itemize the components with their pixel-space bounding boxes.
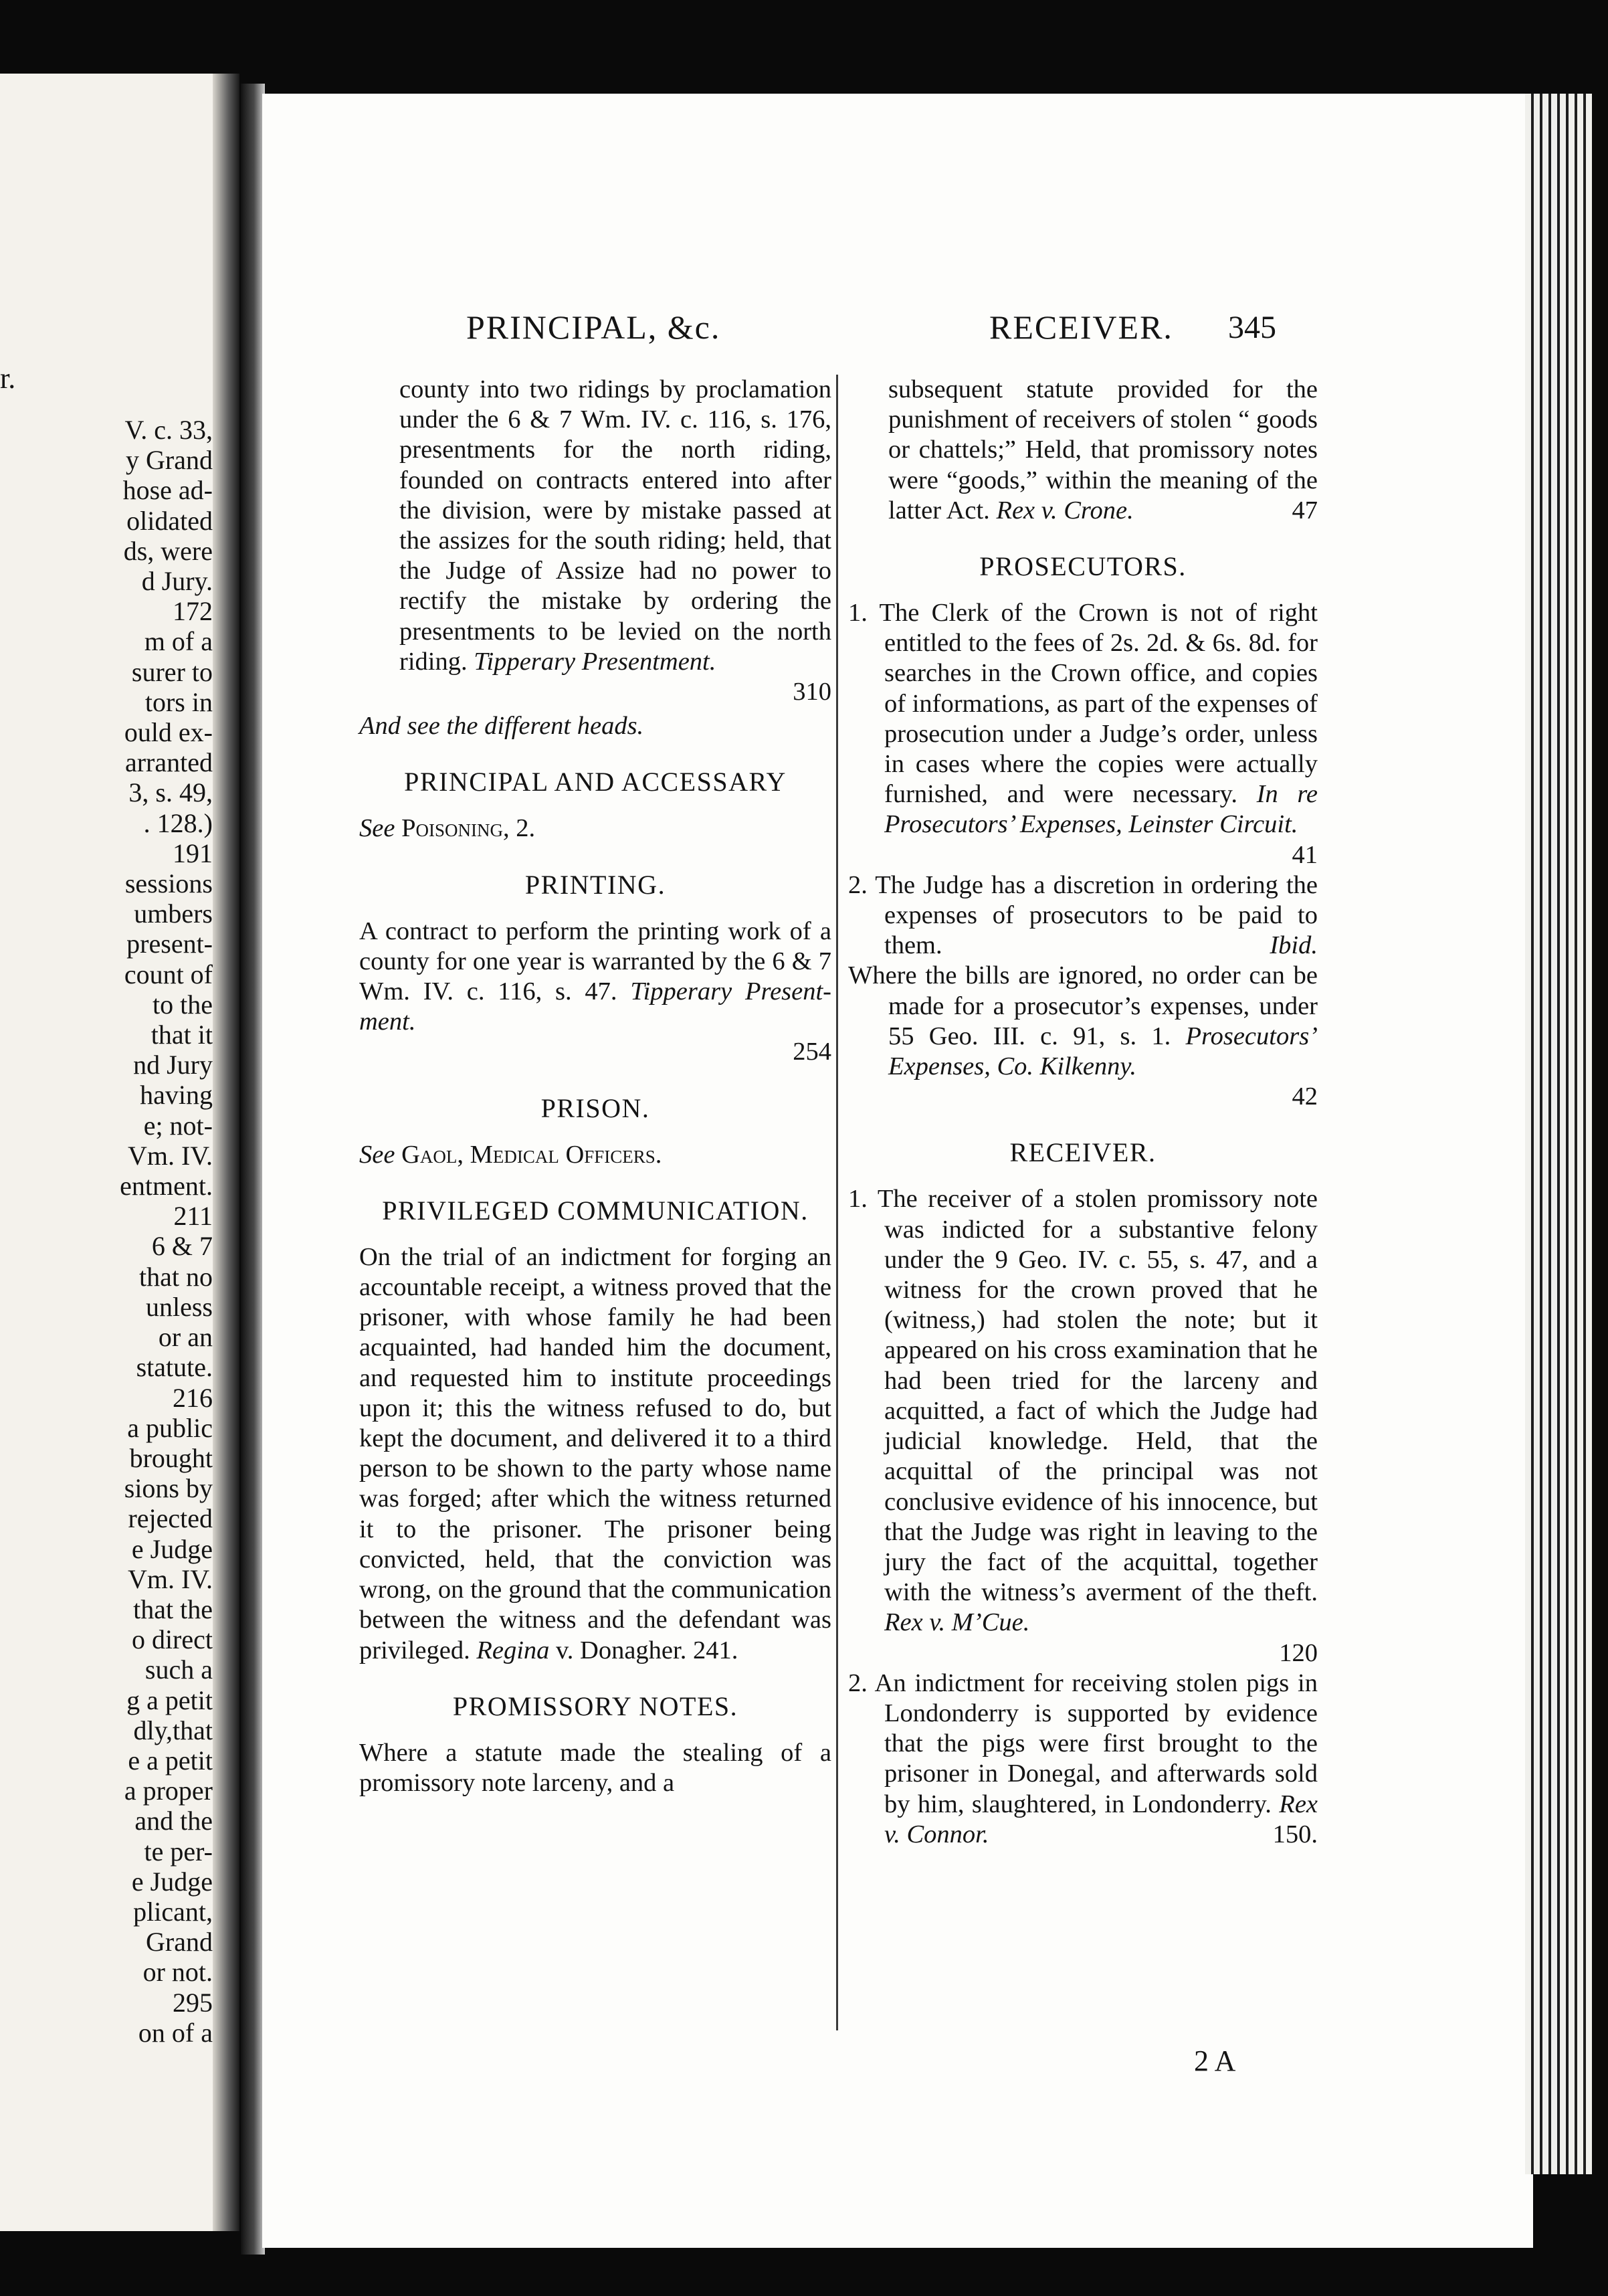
heading-prosecutors: PROSECUTORS. xyxy=(979,551,1187,582)
left-page-line: hose ad- xyxy=(122,475,213,506)
left-page-line: tors in xyxy=(144,686,213,717)
heading-principal-accessary: PRINCIPAL AND ACCESSARY xyxy=(404,767,787,797)
page-edge-shadow xyxy=(241,84,265,2255)
entry-promissory: Where a statute made the stealing of a promissory note larceny, and a xyxy=(359,1738,831,1797)
left-page-line: e Judge xyxy=(131,1866,213,1897)
left-page-line: nd Jury xyxy=(133,1050,213,1080)
running-head-left: PRINCIPAL, &c. xyxy=(466,308,721,346)
left-page-line: brought xyxy=(129,1442,213,1473)
column-left xyxy=(359,375,831,1798)
column-rule xyxy=(836,375,838,2030)
left-page-line: or an xyxy=(158,1322,213,1353)
page-ref: 310 xyxy=(793,678,831,706)
cross-ref: See Poisoning, 2. xyxy=(359,814,536,843)
entry-continued: county into two ridings by proclamation under the 6 & 7 Wm. IV. c. 116, s. 176, presentments for the north riding, founded on contracts entered into after the division, were by mistake passed at the assizes for the south riding; held, that the Judge of Assize had no power to rectify the mistake by ordering the presentments to be levied on the north riding. Tipperary Presentment. 310 xyxy=(359,375,831,707)
entry-printing: A contract to perform the printing work of a county for one year is warranted by the 6 & 7 Wm. IV. c. 116, s. 47. Tipperary Presentment. 254 xyxy=(359,917,831,1066)
entry-continued: subsequent statute provided for the punishment of receivers of stolen “ goods or chattels;” Held, that promissory notes were “goods,” within the meaning of the latter Act. Rex v. Crone. 47 xyxy=(888,375,1318,524)
left-page-line: d Jury. xyxy=(141,566,213,597)
left-page-line: e a petit xyxy=(128,1745,213,1776)
left-page-line: m of a xyxy=(144,626,213,657)
left-page-line: present- xyxy=(126,929,213,959)
left-page-line: a proper xyxy=(124,1776,213,1806)
entry-privileged: On the trial of an indictment for forging an accountable receipt, a witness proved that the prisoner, with whose family he had been acquainted, had handed him the document, and requested him to institute proceedings upon it; this the witness refused to do, but kept the document, and delivered it to a third person to be shown to the party whose name was forged; after which the witness returned it to the prisoner. The prisoner being convicted, held, that the conviction was wrong, on the ground that the communication between the witness and the defendant was privileged. Regina v. Donagher. 241. xyxy=(359,1242,831,1664)
left-page-line: 295 xyxy=(173,1987,213,2018)
left-page-fragment xyxy=(0,74,227,2231)
left-page-line: entment. xyxy=(120,1171,213,1202)
entry-prosecutors-1: 1. The Clerk of the Crown is not of right entitled to the fees of 2s. 2d. & 6s. 8d. for searches in the Crown office, and copies of informations, as part of the expenses of prosecution under a Judge’s order, unless in cases where the copies were actually furnished, and were necessary. In re Prosecutors’ Expenses, Leinster Circuit. 41 xyxy=(848,599,1318,869)
left-page-line: e; not- xyxy=(143,1110,213,1141)
left-page-line: having xyxy=(140,1080,213,1111)
left-page-line: olidated xyxy=(126,505,213,536)
left-page-line: Vm. IV. xyxy=(127,1140,213,1171)
left-page-line: arranted xyxy=(124,747,213,778)
left-page-line: umbers xyxy=(134,898,213,929)
left-page-line: that it xyxy=(150,1020,213,1050)
heading-prison: PRISON. xyxy=(540,1092,650,1123)
left-page-line: surer to xyxy=(131,656,213,687)
left-page-line: plicant, xyxy=(133,1896,213,1927)
left-page-line: sions by xyxy=(124,1473,213,1504)
left-page-line: that the xyxy=(133,1594,213,1624)
left-page-line: ds, were xyxy=(123,535,213,566)
case-name: Tipperary Presentment. xyxy=(474,647,716,676)
page-stack-edges xyxy=(1525,94,1592,2174)
entry-prosecutors-3: Where the bills are ignored, no order can be made for a prosecutor’s expenses, under 55 Geo. III. c. 91, s. 1. Prosecutors’ Expenses, Co. Kilkenny. 42 xyxy=(848,961,1318,1111)
left-page-line: 191 xyxy=(173,838,213,868)
left-page-line: unless xyxy=(146,1291,213,1322)
left-page-line: count of xyxy=(124,959,213,989)
left-page-line: 216 xyxy=(173,1382,213,1413)
left-page-line: 211 xyxy=(173,1201,213,1232)
left-page-top-char: r. xyxy=(0,362,16,395)
left-page-line: y Grand xyxy=(126,445,213,476)
book-gutter xyxy=(213,74,239,2231)
left-page-line: and the xyxy=(134,1806,213,1836)
left-page-line: or not. xyxy=(142,1957,213,1988)
running-head-right: RECEIVER. xyxy=(989,308,1173,346)
left-page-line: te per- xyxy=(144,1836,213,1867)
signature-mark: 2 A xyxy=(1194,2044,1236,2077)
cross-ref: See Gaol, Medical Officers. xyxy=(359,1140,662,1169)
left-page-line: . 128.) xyxy=(143,807,213,838)
left-page-line: sessions xyxy=(124,868,213,899)
heading-privileged-communication: PRIVILEGED COMMUNICATION. xyxy=(382,1195,809,1226)
column-right xyxy=(848,375,1318,1850)
left-page-lines xyxy=(0,415,213,2048)
heading-printing: PRINTING. xyxy=(524,869,666,900)
left-page-line: Vm. IV. xyxy=(127,1563,213,1594)
left-page-line: to the xyxy=(153,989,213,1020)
left-page-line: g a petit xyxy=(126,1685,213,1715)
left-page-line: o direct xyxy=(131,1624,213,1655)
left-page-line: such a xyxy=(144,1654,213,1685)
heading-promissory-notes: PROMISSORY NOTES. xyxy=(452,1691,738,1721)
left-page-line: 172 xyxy=(173,596,213,627)
see-also: And see the different heads. xyxy=(359,712,644,741)
left-page-line: that no xyxy=(139,1261,213,1292)
left-page-line: V. c. 33, xyxy=(124,415,213,445)
left-page-line: 6 & 7 xyxy=(151,1231,213,1262)
entry-prosecutors-2: 2. The Judge has a discretion in ordering the expenses of prosecutors to be paid to them. Ibid. xyxy=(848,870,1318,960)
entry-receiver-1: 1. The receiver of a stolen promissory note was indicted for a substantive felony under the 9 Geo. IV. c. 55, s. 47, and a witness for the crown proved that he (witness,) had stolen the note; but it appeared on his cross examination that he had been tried for the larceny and acquitted, a fact of which the Judge had judicial knowledge. Held, that the acquittal of the principal was not conclusive evidence of his innocence, but that the Judge was right in leaving to the jury the fact of the acquittal, together with the witness’s averment of the theft. Rex v. M’Cue. 120 xyxy=(848,1185,1318,1667)
left-page-line: ould ex- xyxy=(124,717,213,748)
page-number: 345 xyxy=(1228,310,1276,345)
left-page-line: statute. xyxy=(136,1352,213,1383)
left-page-line: e Judge xyxy=(131,1533,213,1564)
left-page-line: rejected xyxy=(128,1503,213,1534)
left-page-line: Grand xyxy=(146,1927,213,1957)
heading-receiver: RECEIVER. xyxy=(1009,1137,1157,1168)
entry-receiver-2: 2. An indictment for receiving stolen pigs in Londonderry is supported by evidence that the pigs were first brought to the prisoner in Donegal, and afterwards sold by him, slaughtered, in Londonderry. Rex v. Connor. 150. xyxy=(848,1668,1318,1848)
left-page-line: 3, s. 49, xyxy=(128,777,213,808)
left-page-line: dly,that xyxy=(133,1715,213,1745)
left-page-line: on of a xyxy=(138,2017,213,2048)
left-page-line: a public xyxy=(127,1412,213,1443)
